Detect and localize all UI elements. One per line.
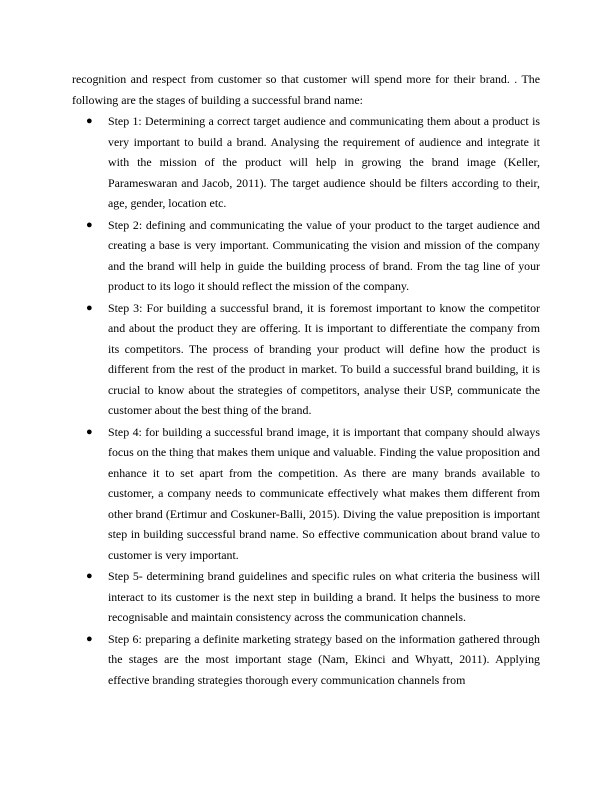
bullet-icon: ●: [86, 218, 93, 231]
list-item-step-6: [72, 629, 540, 691]
steps-list: [72, 111, 540, 690]
list-item-step-4: [72, 422, 540, 566]
bullet-icon: ●: [86, 632, 93, 645]
step-text: Step 6: preparing a definite marketing strategy based on the information gathered through the stages are the most important stage (Nam, Ekinci and Whyatt, 2011). Applying effective branding strategies thorough every communication channels from: [108, 631, 540, 687]
list-item-step-2: [72, 215, 540, 297]
step-text: Step 5- determining brand guidelines and specific rules on what criteria the business will interact to its customer is the next step in building a brand. It helps the business to more recognisable and maintain consistency across the communication channels.: [108, 569, 540, 624]
list-item-step-1: [72, 111, 540, 214]
step-text: Step 2: defining and communicating the value of your product to the target audience and creating a base is very important. Communicating the vision and mission of the company and the brand will help in guide the building process of brand. From the tag line of your product to its logo it should reflect the mission of the company.: [108, 217, 540, 293]
step-text: Step 3: For building a successful brand, it is foremost important to know the competitor and about the product they are offering. It is important to differentiate the company from its competitors. The process of branding your product will define how the product is different from the rest of the product in market. To build a successful brand building, it is crucial to know about the strategies of competitors, analyse their USP, communicate the customer about the best thing of the brand.: [108, 300, 540, 417]
bullet-icon: ●: [86, 425, 93, 438]
intro-paragraph: recognition and respect from customer so that customer will spend more for their brand. . The following are the stages of building a successful brand name:: [72, 72, 540, 107]
bullet-icon: ●: [86, 301, 93, 314]
bullet-icon: ●: [86, 570, 93, 582]
bullet-icon: ●: [86, 115, 93, 127]
list-item-step-5: [72, 566, 540, 628]
list-item-step-3: [72, 298, 540, 421]
document-body: [72, 69, 540, 690]
step-text: Step 1: Determining a correct target audience and communicating them about a product is very important to build a brand. Analysing the requirement of audience and integrate it with the mission of the product will help in growing the brand image (Keller, Parameswaran and Jacob, 2011). The target audience should be filters according to their, age, gender, location etc.: [108, 114, 540, 210]
step-text: Step 4: for building a successful brand image, it is important that company should always focus on the thing that makes them unique and valuable. Finding the value proposition and enhance it to set apart from the competition. As there are many brands available to customer, a company needs to communicate effectively what makes them different from other brand (Ertimur and Coskuner-Balli, 2015). Diving the value preposition is important step in building successful brand name. So effective communication about brand value to customer is very important.: [108, 424, 540, 562]
